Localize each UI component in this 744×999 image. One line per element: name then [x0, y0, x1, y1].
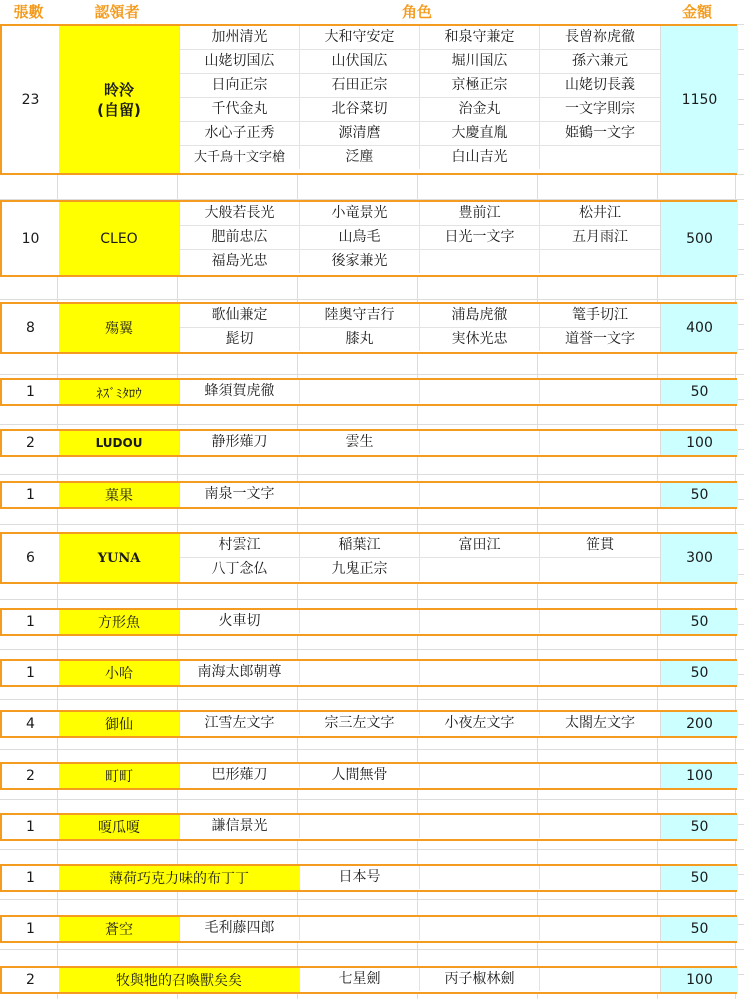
- grid-hline: [0, 474, 744, 475]
- character-cell[interactable]: 千代金丸: [180, 98, 300, 121]
- character-cell[interactable]: [300, 661, 420, 684]
- claimer-cell[interactable]: 殤翼: [59, 304, 180, 352]
- character-cell[interactable]: [540, 558, 660, 581]
- count-cell[interactable]: 2: [2, 431, 60, 455]
- character-cell[interactable]: [420, 866, 540, 889]
- grid-hline: [0, 899, 744, 900]
- amount-cell[interactable]: 50: [660, 483, 738, 507]
- grid-hline: [0, 299, 744, 300]
- amount-cell[interactable]: 50: [660, 866, 738, 890]
- character-cell[interactable]: [420, 250, 540, 273]
- character-cell[interactable]: 姫鶴一文字: [565, 125, 635, 141]
- count-cell[interactable]: 6: [2, 534, 60, 582]
- amount-cell[interactable]: 500: [660, 202, 738, 275]
- character-cell[interactable]: [540, 764, 660, 787]
- amount-cell[interactable]: 1150: [660, 26, 738, 173]
- character-cell[interactable]: 松井江: [579, 205, 621, 221]
- character-cell[interactable]: [300, 917, 420, 940]
- character-row: [180, 866, 660, 889]
- character-cell[interactable]: 北谷菜切: [300, 98, 420, 121]
- character-cell[interactable]: 静形薙刀: [180, 431, 300, 454]
- character-cell[interactable]: 謙信景光: [180, 815, 300, 838]
- character-row: [180, 968, 660, 991]
- character-row: [180, 483, 660, 506]
- character-row: [180, 764, 660, 787]
- character-row: [180, 534, 660, 558]
- character-cell[interactable]: 山鳥毛: [300, 226, 420, 249]
- character-cell[interactable]: 九鬼正宗: [300, 558, 420, 581]
- character-row: [180, 917, 660, 940]
- character-cell[interactable]: 髭切: [180, 328, 300, 351]
- character-cell[interactable]: 後家兼光: [300, 250, 420, 273]
- character-cell[interactable]: 日本号: [300, 866, 420, 889]
- character-cell[interactable]: 白山吉光: [420, 146, 540, 169]
- character-row: [180, 26, 660, 50]
- character-cell[interactable]: [540, 610, 660, 633]
- character-cell[interactable]: 水心子正秀: [180, 122, 300, 145]
- character-cell[interactable]: 和泉守兼定: [420, 26, 540, 49]
- grid-hline: [0, 374, 744, 375]
- character-cell[interactable]: 村雲江: [180, 534, 300, 557]
- character-cell[interactable]: 加州清光: [180, 26, 300, 49]
- grid-hline: [0, 649, 744, 650]
- count-cell[interactable]: 1: [2, 380, 60, 404]
- count-cell[interactable]: 1: [2, 610, 60, 634]
- character-cell[interactable]: [300, 380, 420, 403]
- claimer-cell[interactable]: ﾈｽﾞﾐﾀﾛｳ: [59, 380, 180, 404]
- characters-grid: [180, 202, 660, 273]
- amount-cell[interactable]: 200: [660, 712, 738, 736]
- character-row: [180, 74, 660, 98]
- claimer-cell[interactable]: CLEO: [59, 202, 180, 275]
- character-cell[interactable]: 山伏国広: [300, 50, 420, 73]
- amount-cell[interactable]: 100: [660, 764, 738, 788]
- character-cell[interactable]: 山姥切長義: [565, 77, 635, 93]
- amount-cell[interactable]: 100: [660, 431, 738, 455]
- character-cell[interactable]: 大千鳥十文字槍: [180, 146, 300, 169]
- count-cell[interactable]: 2: [2, 968, 60, 992]
- characters-grid: [180, 483, 660, 506]
- character-cell[interactable]: 孫六兼元: [572, 53, 628, 69]
- character-cell[interactable]: 陸奥守吉行: [300, 304, 420, 327]
- character-cell[interactable]: [540, 968, 660, 991]
- amount-cell[interactable]: 300: [660, 534, 738, 582]
- claim-block: [0, 481, 737, 509]
- character-row: [180, 98, 660, 122]
- count-cell[interactable]: 1: [2, 815, 60, 839]
- character-cell[interactable]: 泛塵: [300, 146, 420, 169]
- character-cell[interactable]: [420, 431, 540, 454]
- characters-grid: [180, 534, 660, 581]
- character-row: [180, 122, 660, 146]
- count-cell[interactable]: 23: [2, 26, 60, 173]
- character-row: [180, 380, 660, 403]
- claimer-cell[interactable]: 町町: [59, 764, 180, 788]
- character-cell[interactable]: 富田江: [420, 534, 540, 557]
- character-cell[interactable]: 大般若長光: [180, 202, 300, 225]
- character-cell[interactable]: 福島光忠: [180, 250, 300, 273]
- character-cell[interactable]: 京極正宗: [420, 74, 540, 97]
- character-cell[interactable]: [420, 483, 540, 506]
- character-cell[interactable]: 笹貫: [586, 537, 614, 553]
- characters-grid: [180, 380, 660, 403]
- grid-hline: [0, 799, 744, 800]
- count-cell[interactable]: 2: [2, 764, 60, 788]
- count-cell[interactable]: 1: [2, 917, 60, 941]
- header-row: [0, 0, 744, 25]
- character-cell[interactable]: [540, 250, 660, 273]
- claimer-cell[interactable]: 方形魚: [59, 610, 180, 634]
- claim-block: [0, 608, 737, 636]
- claim-block: [0, 532, 737, 584]
- character-cell[interactable]: 丙子椒林劍: [420, 968, 540, 991]
- claim-block: [0, 200, 737, 277]
- characters-grid: [180, 610, 660, 633]
- claimer-cell[interactable]: 牧與牠的召喚獸矣矣: [59, 968, 300, 992]
- character-cell[interactable]: [420, 610, 540, 633]
- count-cell[interactable]: 4: [2, 712, 60, 736]
- character-cell[interactable]: [180, 968, 300, 991]
- characters-grid: [180, 712, 660, 735]
- amount-cell[interactable]: 50: [660, 661, 738, 685]
- character-cell[interactable]: [540, 661, 660, 684]
- claimer-column-header[interactable]: 認領者: [94, 3, 140, 21]
- count-column-header[interactable]: 張數: [13, 3, 44, 21]
- claimer-cell[interactable]: 小哈: [59, 661, 180, 685]
- character-cell[interactable]: 浦島虎徹: [420, 304, 540, 327]
- character-cell[interactable]: 宗三左文字: [300, 712, 420, 735]
- character-cell[interactable]: [420, 558, 540, 581]
- grid-hline: [0, 849, 744, 850]
- character-cell[interactable]: [180, 866, 300, 889]
- character-cell[interactable]: 毛利藤四郎: [180, 917, 300, 940]
- claimer-cell[interactable]: 昤泠 (自留): [59, 26, 180, 173]
- amount-cell[interactable]: 400: [660, 304, 738, 352]
- character-cell[interactable]: 一文字則宗: [565, 101, 635, 117]
- characters-grid: [180, 815, 660, 838]
- claimer-cell[interactable]: 薄荷巧克力味的布丁丁: [59, 866, 300, 890]
- character-cell[interactable]: [540, 431, 660, 454]
- claim-block: [0, 762, 737, 790]
- claim-block: [0, 24, 737, 175]
- character-row: [180, 146, 660, 169]
- character-cell[interactable]: [420, 661, 540, 684]
- character-cell[interactable]: 大和守安定: [300, 26, 420, 49]
- character-cell[interactable]: 稲葉江: [300, 534, 420, 557]
- characters-column-header[interactable]: 角色: [401, 3, 432, 21]
- character-cell[interactable]: 小夜左文字: [420, 712, 540, 735]
- claim-block: [0, 966, 737, 994]
- character-cell[interactable]: [300, 483, 420, 506]
- count-cell[interactable]: 8: [2, 304, 60, 352]
- claim-block: [0, 813, 737, 841]
- character-cell[interactable]: 篭手切江: [572, 307, 628, 323]
- characters-grid: [180, 866, 660, 889]
- grid-hline: [0, 749, 744, 750]
- character-row: [180, 304, 660, 328]
- claim-block: [0, 378, 737, 406]
- grid-hline: [0, 599, 744, 600]
- character-cell[interactable]: 実休光忠: [420, 328, 540, 351]
- character-cell[interactable]: 肥前忠広: [180, 226, 300, 249]
- character-cell[interactable]: 火車切: [180, 610, 300, 633]
- grid-hline: [0, 524, 744, 525]
- claim-block: [0, 659, 737, 687]
- character-cell[interactable]: 雲生: [300, 431, 420, 454]
- grid-hline: [0, 424, 744, 425]
- character-cell[interactable]: 膝丸: [300, 328, 420, 351]
- amount-cell[interactable]: 50: [660, 380, 738, 404]
- character-cell[interactable]: 五月雨江: [572, 229, 628, 245]
- character-row: [180, 328, 660, 351]
- character-row: [180, 202, 660, 226]
- count-cell[interactable]: 10: [2, 202, 60, 275]
- character-cell[interactable]: 日向正宗: [180, 74, 300, 97]
- character-row: [180, 226, 660, 250]
- character-cell[interactable]: 道誉一文字: [565, 331, 635, 347]
- character-cell[interactable]: [420, 380, 540, 403]
- character-cell[interactable]: [540, 146, 660, 169]
- character-cell[interactable]: 豊前江: [420, 202, 540, 225]
- character-cell[interactable]: 歌仙兼定: [180, 304, 300, 327]
- character-cell[interactable]: 太閤左文字: [565, 715, 635, 731]
- character-cell[interactable]: [420, 764, 540, 787]
- character-cell[interactable]: 長曽祢虎徹: [565, 29, 635, 45]
- character-cell[interactable]: 南海太郎朝尊: [180, 661, 300, 684]
- claimer-cell[interactable]: 嗄瓜嗄: [59, 815, 180, 839]
- characters-grid: [180, 661, 660, 684]
- character-cell[interactable]: 人間無骨: [300, 764, 420, 787]
- character-cell[interactable]: 石田正宗: [300, 74, 420, 97]
- character-cell[interactable]: [300, 815, 420, 838]
- character-cell[interactable]: 大慶直胤: [420, 122, 540, 145]
- character-cell[interactable]: [300, 610, 420, 633]
- character-row: [180, 250, 660, 273]
- claimer-cell[interactable]: LUDOU: [59, 431, 180, 455]
- character-row: [180, 610, 660, 633]
- character-cell[interactable]: 巴形薙刀: [180, 764, 300, 787]
- character-row: [180, 558, 660, 581]
- count-cell[interactable]: 1: [2, 483, 60, 507]
- character-cell[interactable]: [540, 866, 660, 889]
- claim-block: [0, 429, 737, 457]
- grid-hline: [0, 949, 744, 950]
- character-cell[interactable]: 江雪左文字: [180, 712, 300, 735]
- claim-block: [0, 864, 737, 892]
- character-row: [180, 815, 660, 838]
- characters-grid: [180, 968, 660, 991]
- claimer-cell[interactable]: YUNA: [59, 534, 180, 582]
- character-cell[interactable]: [420, 815, 540, 838]
- characters-grid: [180, 26, 660, 169]
- amount-cell[interactable]: 50: [660, 610, 738, 634]
- character-cell[interactable]: 治金丸: [420, 98, 540, 121]
- characters-grid: [180, 304, 660, 351]
- grid-hline: [0, 699, 744, 700]
- count-cell[interactable]: 1: [2, 661, 60, 685]
- claim-block: [0, 710, 737, 738]
- character-cell[interactable]: 七星劍: [300, 968, 420, 991]
- character-cell[interactable]: 源清麿: [300, 122, 420, 145]
- character-cell[interactable]: [540, 380, 660, 403]
- claim-block: [0, 915, 737, 943]
- character-row: [180, 661, 660, 684]
- character-row: [180, 431, 660, 454]
- character-cell[interactable]: 南泉一文字: [180, 483, 300, 506]
- character-cell[interactable]: [540, 483, 660, 506]
- count-cell[interactable]: 1: [2, 866, 60, 890]
- character-cell[interactable]: [540, 815, 660, 838]
- character-cell[interactable]: [540, 917, 660, 940]
- amount-cell[interactable]: 100: [660, 968, 738, 992]
- character-cell[interactable]: 小竜景光: [300, 202, 420, 225]
- amount-column-header[interactable]: 金額: [681, 3, 712, 21]
- claimer-cell[interactable]: 御仙: [59, 712, 180, 736]
- character-row: [180, 712, 660, 735]
- character-cell[interactable]: 日光一文字: [420, 226, 540, 249]
- characters-grid: [180, 431, 660, 454]
- character-cell[interactable]: 蜂須賀虎徹: [180, 380, 300, 403]
- claim-block: [0, 302, 737, 354]
- characters-grid: [180, 764, 660, 787]
- character-cell[interactable]: 八丁念仏: [180, 558, 300, 581]
- character-cell[interactable]: [420, 917, 540, 940]
- claimer-cell[interactable]: 菓果: [59, 483, 180, 507]
- character-row: [180, 50, 660, 74]
- character-cell[interactable]: 山姥切国広: [180, 50, 300, 73]
- amount-cell[interactable]: 50: [660, 917, 738, 941]
- amount-cell[interactable]: 50: [660, 815, 738, 839]
- characters-grid: [180, 917, 660, 940]
- character-cell[interactable]: 堀川国広: [420, 50, 540, 73]
- claimer-cell[interactable]: 蒼空: [59, 917, 180, 941]
